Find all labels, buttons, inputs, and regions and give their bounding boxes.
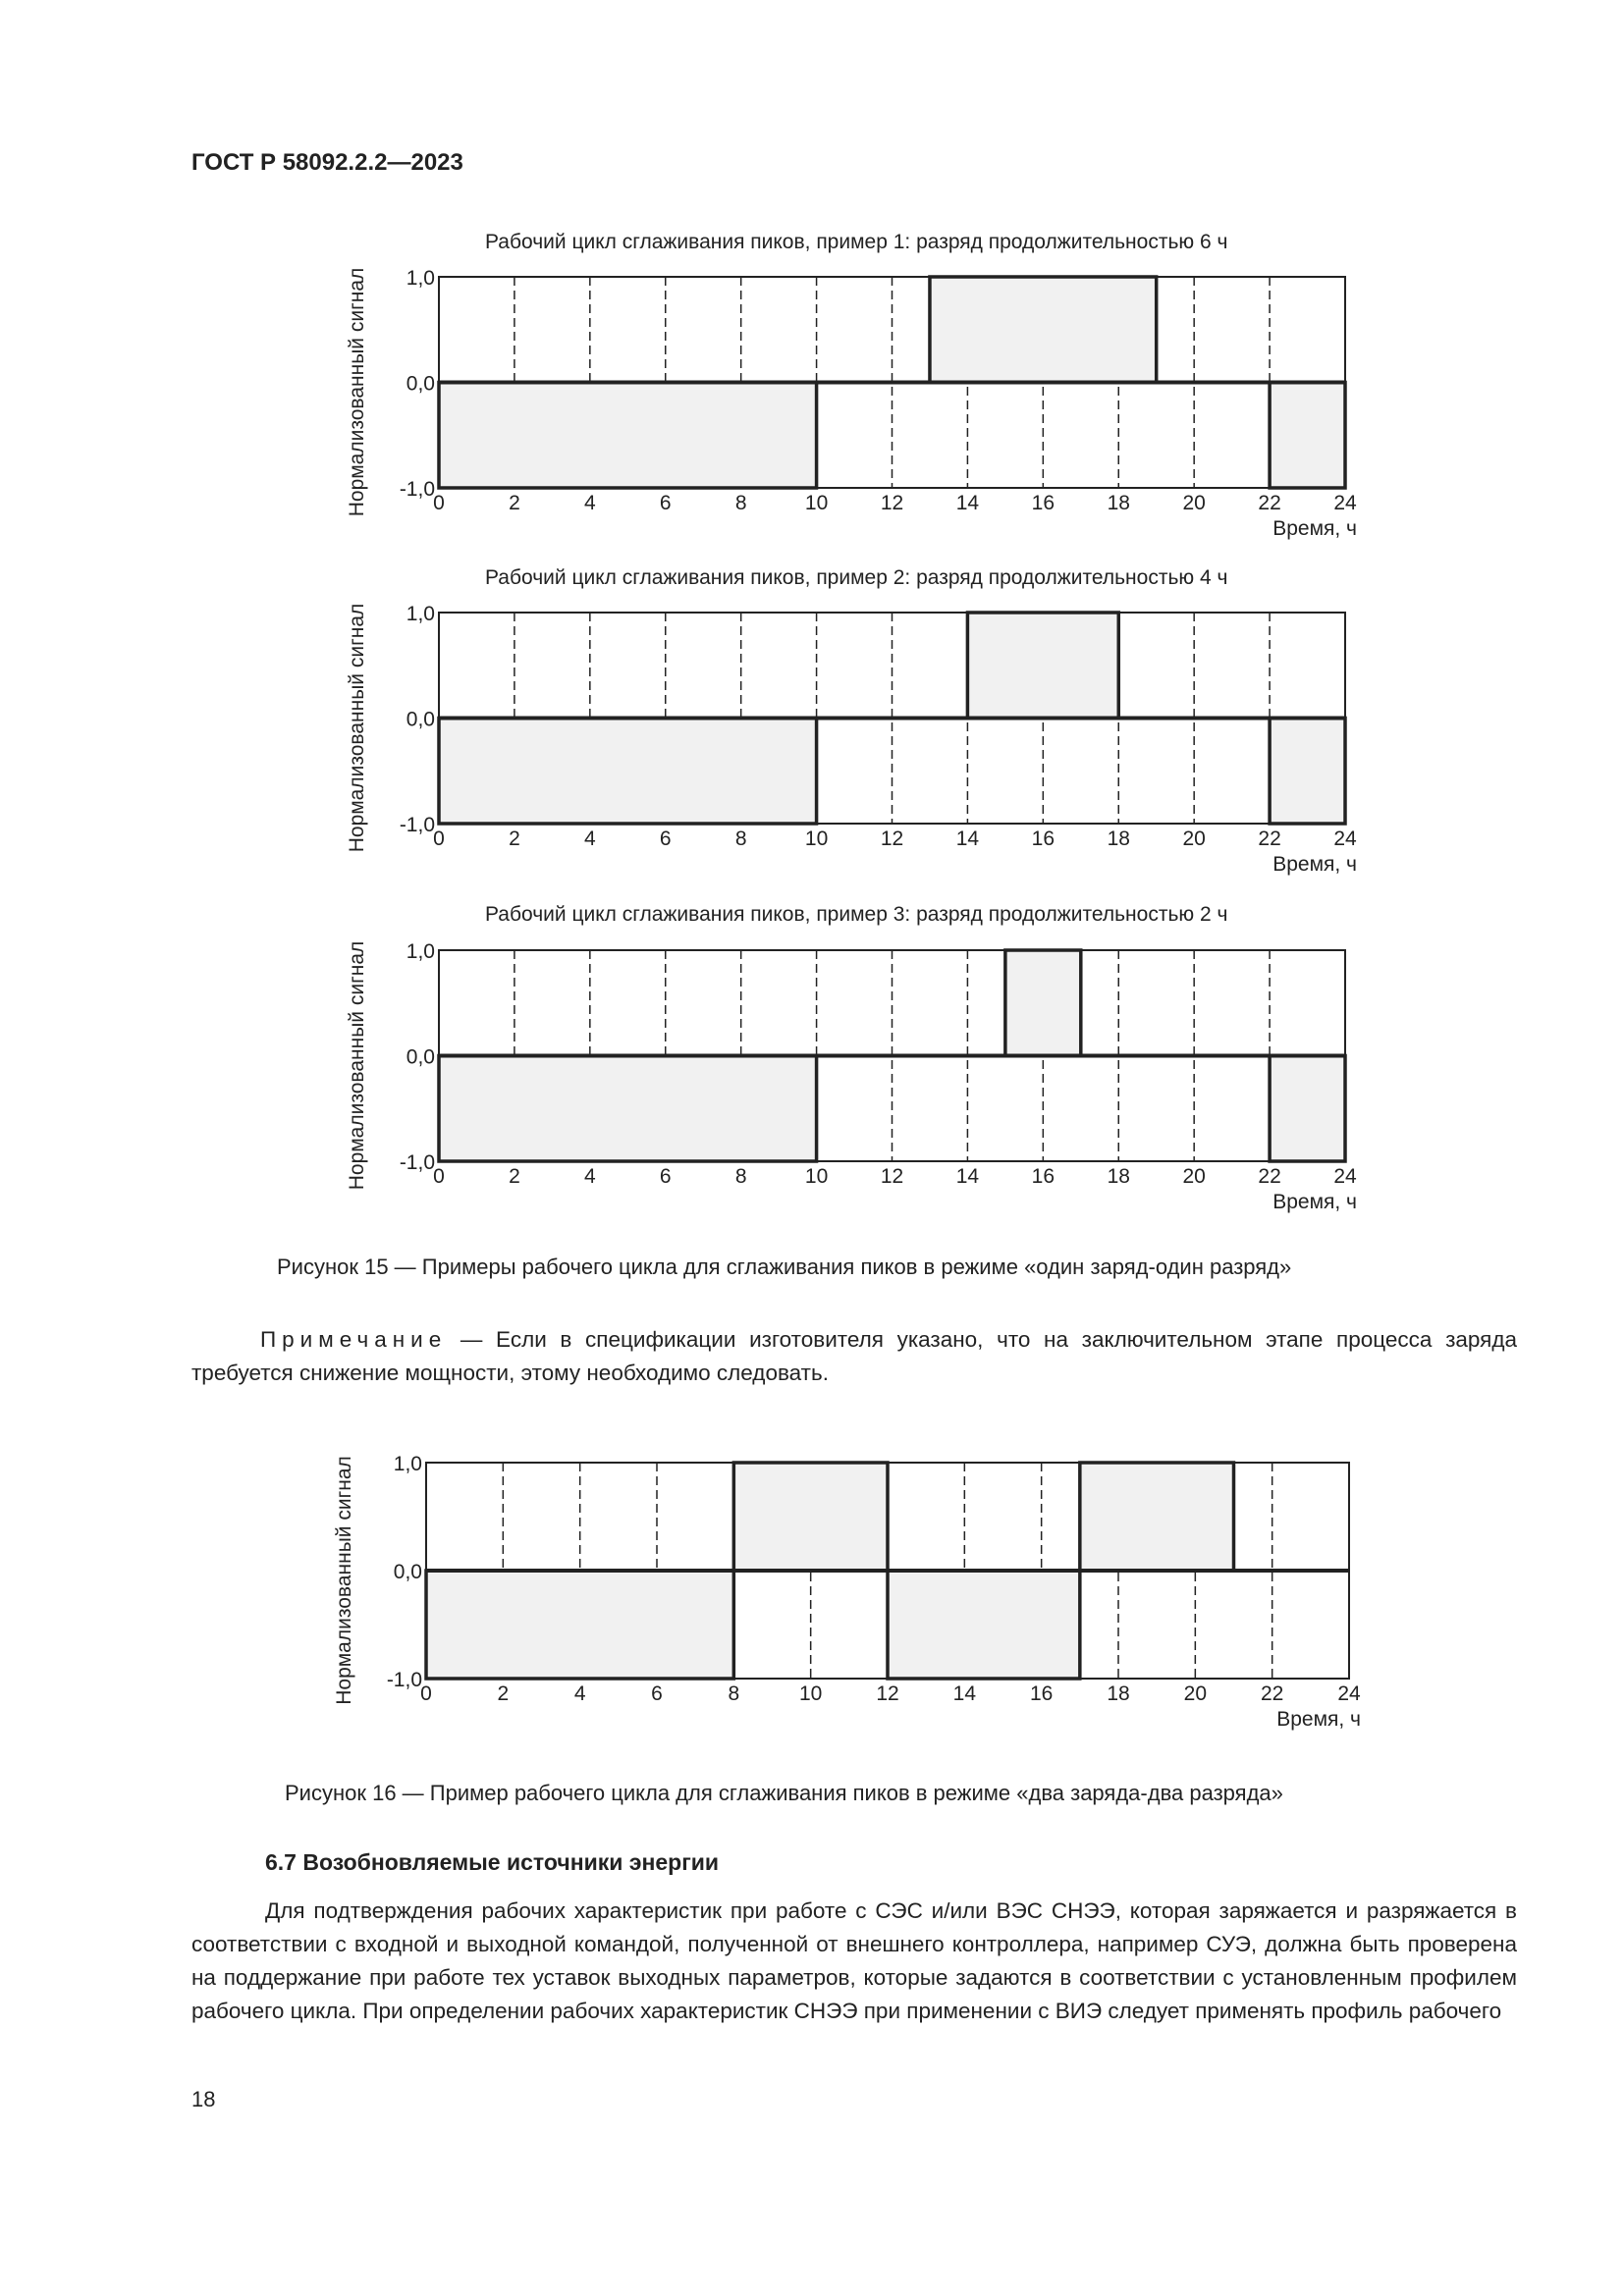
y-tick-label: 0,0 (406, 372, 435, 396)
x-tick-label: 10 (798, 1682, 823, 1705)
x-tick-label: 14 (955, 828, 980, 850)
x-tick-label: 24 (1337, 1682, 1361, 1705)
body-paragraph: Для подтверждения рабочих характеристик при работе с СЭС и/или ВЭС СНЭЭ, которая заряжается и разряжается в соответствии с входной и выходной командой, полученной от внешнего контроллера, например СУЭ, должна быть проверена на поддержание при работе тех уставок выходных параметров, которые задаются в соответствии с установленным профилем рабочего цикла. При определении рабочих характеристик СНЭЭ при применении с ВИЭ следует применять профиль рабочего (191, 1898, 1517, 2023)
x-tick-label: 24 (1333, 1165, 1357, 1188)
x-tick-label: 14 (952, 1682, 977, 1705)
x-tick-label: 18 (1107, 1682, 1130, 1705)
y-axis-label: Нормализованный сигнал (346, 940, 368, 1191)
x-tick-label: 6 (651, 1682, 663, 1705)
chart-3-title: Рабочий цикл сглаживания пиков, пример 3: разряд продолжительностью 2 ч (485, 903, 1228, 926)
x-axis-label: Время, ч (1272, 1191, 1357, 1213)
duty-cycle-block (1080, 1463, 1234, 1571)
x-tick-label: 0 (433, 1165, 445, 1188)
y-axis-label: Нормализованный сигнал (346, 267, 368, 517)
x-tick-label: 8 (728, 1682, 740, 1705)
x-tick-label: 20 (1183, 1682, 1208, 1705)
x-tick-label: 12 (880, 492, 904, 514)
duty-cycle-block (1270, 1056, 1345, 1162)
x-tick-label: 0 (420, 1682, 432, 1705)
y-tick-label: 1,0 (406, 940, 435, 963)
x-tick-label: 6 (659, 492, 672, 514)
y-axis-label: Нормализованный сигнал (346, 603, 368, 853)
x-tick-label: 4 (583, 828, 596, 850)
x-tick-label: 22 (1260, 1682, 1284, 1705)
x-tick-label: 18 (1107, 492, 1130, 514)
x-tick-label: 2 (509, 492, 520, 514)
duty-cycle-block (1270, 719, 1345, 825)
x-axis-label: Время, ч (1272, 853, 1357, 876)
x-tick-label: 24 (1333, 492, 1357, 514)
x-tick-label: 4 (583, 1165, 596, 1188)
chart-1-title: Рабочий цикл сглаживания пиков, пример 1: разряд продолжительностью 6 ч (485, 231, 1228, 253)
note-label: Примечание (260, 1327, 448, 1352)
y-tick-label: 1,0 (406, 603, 435, 625)
duty-cycle-block (1270, 383, 1345, 489)
x-tick-label: 8 (734, 828, 747, 850)
duty-cycle-block (439, 383, 817, 489)
duty-cycle-block (439, 1056, 817, 1162)
y-axis-label: Нормализованный сигнал (333, 1456, 355, 1705)
x-tick-label: 8 (734, 492, 747, 514)
x-tick-label: 16 (1029, 1682, 1054, 1705)
y-tick-label: 0,0 (406, 1045, 435, 1069)
x-tick-label: 12 (880, 828, 904, 850)
x-tick-label: 10 (804, 828, 829, 850)
duty-cycle-block (439, 719, 817, 825)
x-tick-label: 18 (1107, 828, 1130, 850)
x-tick-label: 20 (1182, 1165, 1206, 1188)
y-tick-label: -1,0 (386, 1669, 422, 1691)
chart-2 (334, 581, 1375, 895)
x-tick-label: 4 (583, 492, 596, 514)
x-tick-label: 20 (1182, 492, 1206, 514)
x-tick-label: 6 (659, 828, 672, 850)
figure-15-caption: Рисунок 15 — Примеры рабочего цикла для сглаживания пиков в режиме «один заряд-один разряд» (277, 1255, 1292, 1279)
x-tick-label: 2 (497, 1682, 510, 1705)
duty-cycle-block (1005, 950, 1081, 1056)
y-tick-label: 1,0 (406, 267, 435, 290)
chart-3 (334, 919, 1375, 1233)
y-tick-label: 0,0 (406, 708, 435, 731)
page-number: 18 (191, 2087, 216, 2111)
x-axis-label: Время, ч (1272, 517, 1357, 540)
x-tick-label: 18 (1107, 1165, 1130, 1188)
x-tick-label: 14 (955, 1165, 980, 1188)
figure-16-caption: Рисунок 16 — Пример рабочего цикла для сглаживания пиков в режиме «два заряда-два разряда» (285, 1781, 1283, 1805)
document-header: ГОСТ Р 58092.2.2—2023 (191, 149, 463, 176)
x-tick-label: 0 (433, 492, 445, 514)
chart-2-title: Рабочий цикл сглаживания пиков, пример 2: разряд продолжительностью 4 ч (485, 566, 1228, 589)
x-tick-label: 10 (804, 492, 829, 514)
duty-cycle-block (426, 1571, 733, 1679)
section-heading: 6.7 Возобновляемые источники энергии (265, 1849, 720, 1875)
x-tick-label: 20 (1182, 828, 1206, 850)
x-tick-label: 16 (1031, 1165, 1056, 1188)
x-tick-label: 10 (804, 1165, 829, 1188)
x-axis-label: Время, ч (1276, 1708, 1361, 1731)
x-tick-label: 0 (433, 828, 445, 850)
x-tick-label: 4 (573, 1682, 586, 1705)
note (191, 1323, 1517, 1390)
x-tick-label: 6 (659, 1165, 672, 1188)
y-tick-label: -1,0 (399, 478, 435, 501)
x-tick-label: 22 (1258, 492, 1281, 514)
y-tick-label: -1,0 (399, 1151, 435, 1174)
note-text: — Если в спецификации изготовителя указано, что на заключительном этапе процесса заряда требуется снижение мощности, этому необходимо следовать. (191, 1327, 1517, 1385)
x-tick-label: 2 (509, 828, 520, 850)
y-tick-label: 0,0 (393, 1561, 422, 1583)
x-tick-label: 12 (880, 1165, 904, 1188)
x-tick-label: 16 (1031, 492, 1056, 514)
x-tick-label: 22 (1258, 828, 1281, 850)
x-tick-label: 2 (509, 1165, 520, 1188)
x-tick-label: 12 (876, 1682, 899, 1705)
x-tick-label: 8 (734, 1165, 747, 1188)
duty-cycle-block (930, 277, 1157, 383)
duty-cycle-block (967, 613, 1118, 719)
y-tick-label: -1,0 (399, 814, 435, 836)
x-tick-label: 24 (1333, 828, 1357, 850)
duty-cycle-block (733, 1463, 888, 1571)
chart-4 (321, 1431, 1381, 1755)
x-tick-label: 16 (1031, 828, 1056, 850)
y-tick-label: 1,0 (393, 1453, 422, 1475)
x-tick-label: 22 (1258, 1165, 1281, 1188)
x-tick-label: 14 (955, 492, 980, 514)
duty-cycle-block (888, 1571, 1080, 1679)
chart-1 (334, 245, 1375, 560)
